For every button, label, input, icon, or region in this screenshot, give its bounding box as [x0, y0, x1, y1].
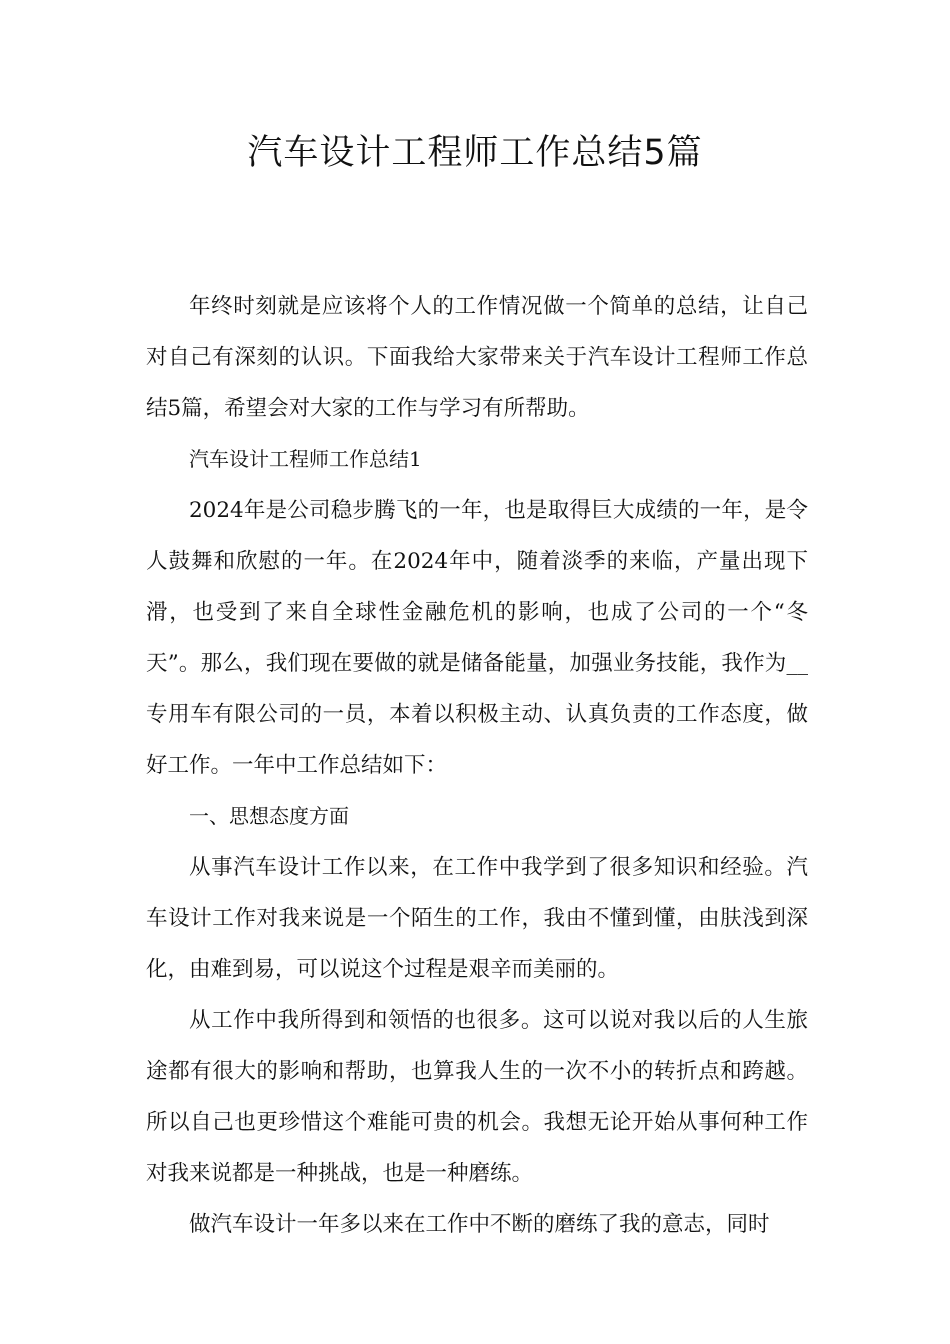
section-heading-attitude: 一、思想态度方面: [189, 804, 349, 828]
paragraph-continued: 做汽车设计一年多以来在工作中不断的磨练了我的意志，同时: [189, 1212, 770, 1237]
paragraph-intro: 年终时刻就是应该将个人的工作情况做一个简单的总结，让自己对自己有深刻的认识。下面我给大家带来关于汽车设计工程师工作总结5篇，希望会对大家的工作与学习有所帮助。: [146, 294, 808, 421]
document-body: [146, 281, 808, 1250]
document-title: 汽车设计工程师工作总结5篇: [247, 133, 703, 173]
section-heading-summary-1: 汽车设计工程师工作总结1: [189, 447, 422, 471]
paragraph-learning: 从事汽车设计工作以来，在工作中我学到了很多知识和经验。汽车设计工作对我来说是一个陌生的工作，我由不懂到懂，由肤浅到深化，由难到易，可以说这个过程是艰辛而美丽的。: [146, 855, 808, 982]
paragraph-insights: 从工作中我所得到和领悟的也很多。这可以说对我以后的人生旅途都有很大的影响和帮助，也算我人生的一次不小的转折点和跨越。所以自己也更珍惜这个难能可贵的机会。我想无论开始从事何种工作对我来说都是一种挑战，也是一种磨练。: [146, 1008, 808, 1186]
paragraph-year-overview: 2024年是公司稳步腾飞的一年，也是取得巨大成绩的一年，是令人鼓舞和欣慰的一年。在2024年中，随着淡季的来临，产量出现下滑，也受到了来自全球性金融危机的影响，也成了公司的一个“冬天”。那么，我们现在要做的就是储备能量，加强业务技能，我作为__专用车有限公司的一员，本着以积极主动、认真负责的工作态度，做好工作。一年中工作总结如下：: [146, 498, 808, 778]
